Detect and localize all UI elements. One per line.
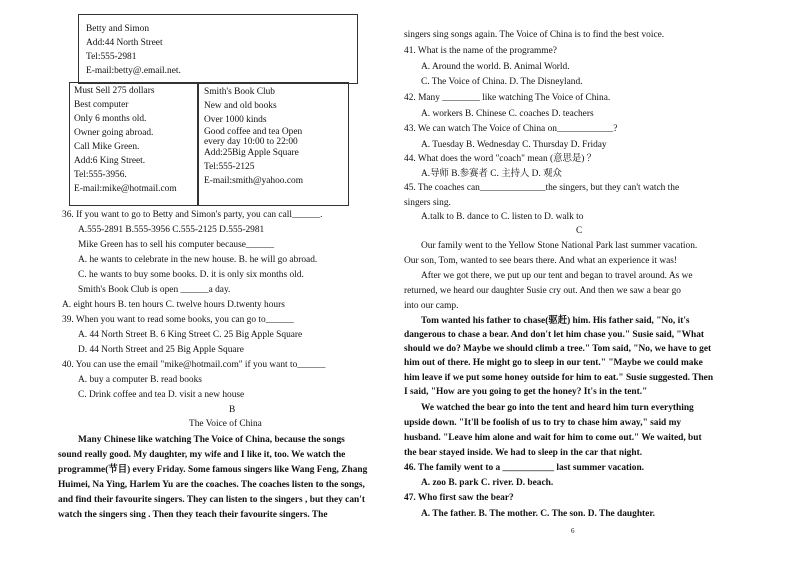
question-45: 45. The coaches can______________the singers, but they can't watch the [404,183,680,193]
section-b-title: The Voice of China [189,419,262,429]
book-club-ad-text [204,86,303,189]
mike-green-ad-text [74,84,177,196]
ad-line: Add:25Big Apple Square [204,148,299,159]
question-40: 40. You can use the email "mike@hotmail.com" if you want to______ [62,360,326,370]
options-41-ab: A. Around the world. B. Animal World. [421,62,570,72]
options-39-d: D. 44 North Street and 25 Big Apple Square [78,345,244,355]
options-45: A.talk to B. dance to C. listen to D. walk to [421,212,584,222]
passage-c-line: upside down. "It'll be foolish of us to try to chase him away," said my [404,418,682,428]
options-42: A. workers B. Chinese C. coaches D. teachers [421,109,594,119]
question-39: 39. When you want to read some books, you can go to______ [62,315,294,325]
options-47: A. The father. B. The mother. C. The son. D. The daughter. [421,509,655,519]
ad-line: E-mail:betty@.email.net. [86,66,181,76]
ad-line: Add:6 King Street. [74,156,146,166]
ad-line: Tel:555-3956. [74,170,127,180]
ad-line: Only 6 months old. [74,114,147,124]
passage-c-line: Tom wanted his father to chase(驱赶) him. His father said, "No, it's [421,316,690,326]
passage-c-line: Our family went to the Yellow Stone National Park last summer vacation. [421,241,698,251]
passage-c-line: him leave if we put some honey outside for him to eat." Susie suggested. Then [404,373,714,383]
ad-line: Tel:555-2981 [86,52,137,62]
ad-line: Over 1000 kinds [204,114,267,125]
passage-c-line: Our son, Tom, wanted to see bears there. And what an experience it was! [404,256,678,266]
options-37-cd: C. he wants to buy some books. D. it is only six months old. [78,270,304,280]
options-38: A. eight hours B. ten hours C. twelve hours D.twenty hours [62,300,285,310]
passage-b-line: programme(节目) every Friday. Some famous singers like Wang Feng, Zhang [58,465,368,475]
ad-line: Betty and Simon [86,24,150,34]
ad-line: Good coffee and tea Open [204,127,303,138]
ad-line: E-mail:mike@hotmail.com [74,184,177,194]
options-40-ab: A. buy a computer B. read books [78,375,202,385]
question-45-cont: singers sing. [404,198,451,208]
ad-line: Best computer [74,100,129,110]
options-44: A.导师 B.参赛者 C. 主持人 D. 观众 [421,169,562,179]
passage-c-line: We watched the bear go into the tent and heard him turn everything [421,403,694,413]
options-36: A.555-2891 B.555-3956 C.555-2125 D.555-2981 [78,225,265,235]
passage-c-line: husband. "Leave him alone and wait for him to come out." We waited, but [404,433,702,443]
passage-c-line: the bear stayed inside. We had to sleep in the car that night. [404,448,643,458]
passage-c-line: I said, "How are you going to get the honey? It's in the tent." [404,387,648,397]
section-b-label: B [229,405,236,415]
betty-simon-ad-text [86,22,181,78]
options-37-ab: A. he wants to celebrate in the new house. B. he will go abroad. [78,255,318,265]
page-number: 6 [571,527,575,535]
passage-c-line: returned, we heard our daughter Susie cry out. And then we saw a bear go [404,286,681,296]
passage-b-end: singers sing songs again. The Voice of China is to find the best voice. [404,30,665,40]
question-36: 36. If you want to go to Betty and Simon's party, you can call______. [62,210,323,220]
passage-b-line: and find their favourite singers. They can listen to the singers , but they can't [58,495,365,505]
passage-b-line: Huimei, Na Ying, Harlem Yu are the coaches. The coaches listen to the songs, [58,480,365,490]
ad-line: Smith's Book Club [204,87,275,97]
question-47: 47. Who first saw the bear? [404,493,514,503]
ad-line: Tel:555-2125 [204,162,255,173]
passage-c-line: After we got there, we put up our tent and began to travel around. As we [421,271,693,281]
question-38: Smith's Book Club is open ______a day. [78,285,231,295]
question-43: 43. We can watch The Voice of China on____________? [404,124,618,134]
ad-line: Add:44 North Street [86,38,163,48]
options-41-cd: C. The Voice of China. D. The Disneyland. [421,77,583,87]
options-40-cd: C. Drink coffee and tea D. visit a new house [78,390,245,400]
passage-b-line: sound really good. My daughter, my wife and I like it, too. We watch the [58,450,346,460]
question-42: 42. Many ________ like watching The Voice of China. [404,93,611,103]
ad-line: E-mail:smith@yahoo.com [204,175,303,186]
ad-line: New and old books [204,100,277,111]
options-43: A. Tuesday B. Wednesday C. Thursday D. Friday [421,140,607,150]
ad-line: Call Mike Green. [74,142,140,152]
ad-line: every day 10:00 to 22:00 [204,137,298,148]
question-44: 44. What does the word "coach" mean (意思是) ？ [404,154,597,164]
ad-line: Owner going abroad. [74,128,154,138]
passage-c-line: him out of there. He might go to sleep in our tent." "Maybe we could make [404,358,703,368]
ad-line: Must Sell 275 dollars [74,86,155,96]
passage-c-line: into our camp. [404,301,459,311]
question-46: 46. The family went to a ___________ last summer vacation. [404,463,645,473]
passage-b-line: Many Chinese like watching The Voice of China, because the songs [78,435,345,445]
options-46: A. zoo B. park C. river. D. beach. [421,478,554,488]
question-41: 41. What is the name of the programme? [404,46,557,56]
section-c-label: C [576,226,583,236]
options-39-abc: A. 44 North Street B. 6 King Street C. 25 Big Apple Square [78,330,303,340]
question-37: Mike Green has to sell his computer because______ [78,240,275,250]
passage-c-line: should we do? Maybe we should climb a tree." Tom said, "No, we have to get [404,344,712,354]
passage-c-line: dangerous to chase a bear. And don't let him chase you." Susie said, "What [404,330,705,340]
passage-b-line: watch the singers sing . Then they teach their favourite singers. The [58,510,328,520]
